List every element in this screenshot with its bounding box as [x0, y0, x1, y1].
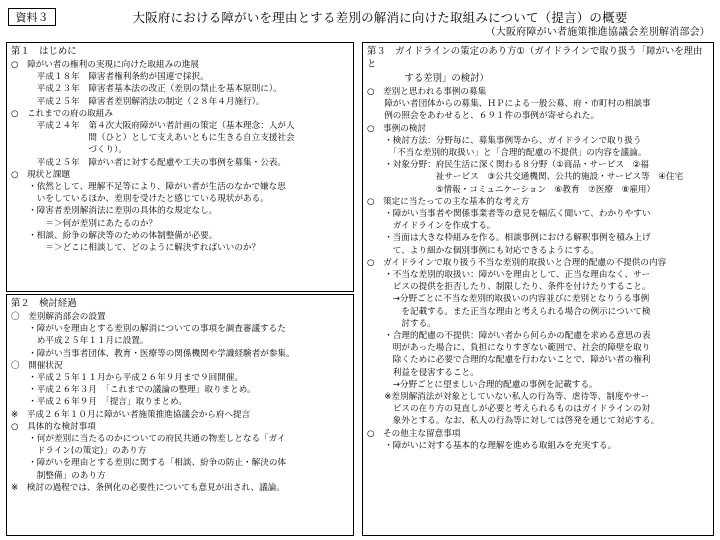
text-line: ・対象分野：府民生活に深く関わる８分野（①商品・サービス ②福 [367, 160, 649, 171]
section-review-process [6, 294, 354, 536]
section-body [367, 86, 709, 452]
text-line: 例の照会をあわせると、６９１件の事例が寄せられた。 [367, 111, 600, 122]
text-line: いをしているほか、差別を受けたと感じている現状がある。 [11, 194, 269, 205]
text-line: ○ これまでの府の取組み [11, 108, 114, 119]
text-line: →分野ごとに望ましい合理的配慮の事例を記載する。 [367, 379, 598, 390]
text-line: ・障害者差別解消法に差別の具体的な規定なし。 [11, 206, 218, 217]
text-line: ・検討方法：分野毎に、募集事例等から、ガイドラインで取り扱う [367, 135, 642, 146]
text-line: ※差別解消法が対象としていない私人の行為等、虐待等、制度やサー [367, 392, 650, 403]
text-line: ビスの提供を拒否したり、制限したり、条件を付けたりすること。 [367, 282, 651, 293]
text-line: 除くために必要で合理的な配慮を行わないことで、障がい者の権利 [367, 355, 651, 366]
text-line: ドライン(の策定)」のあり方 [11, 446, 147, 457]
text-line: 明があった場合に、負担になりすぎない範囲で、社会的障壁を取り [367, 343, 651, 354]
text-line: ○ 差別と思われる事例の募集 [367, 87, 487, 97]
section-heading: 第１ はじめに [11, 46, 77, 57]
text-line: ・平成２５年１１月から平成２６年９月まで９回開催。 [11, 373, 244, 384]
page-title: 大阪府における障がいを理由とする差別の解消に向けた取組みについて（提言）の概要 [132, 10, 628, 25]
section-heading: 第３ ガイドラインの策定のあり方①（ガイドラインで取り扱う「障がいを理由と [367, 46, 703, 70]
text-line: ・障がいを理由とする差別に関する「相談、紛争の防止・解決の体 [11, 458, 287, 469]
text-line: ・相談、紛争の解決等のための体制整備が必要。 [11, 230, 218, 241]
text-line: 「不当な差別的取扱い」と「合理的配慮の不提供」の内容を議論。 [367, 148, 647, 159]
text-line: 〇 開催状況 [11, 360, 63, 371]
text-line: ・不当な差別的取扱い：障がいを理由として、正当な理由なく、サー [367, 270, 651, 281]
text-line: て、より細かな個別事例にも対応できるようにする。 [367, 245, 599, 256]
section-body [11, 311, 349, 494]
page-subtitle: （大阪府障がい者施策推進協議会差別解消部会） [485, 27, 710, 38]
text-line: 制整備」のあり方 [11, 470, 106, 481]
text-line: →分野ごとに不当な差別的取扱いの内容並びに差別となりうる事例 [367, 294, 650, 305]
text-line: ・平成２６年３月 「これまでの議論の整理」取りまとめ。 [11, 385, 256, 396]
text-line: ガイドラインを作成する。 [367, 221, 496, 232]
text-line: 〇 差別解消部会の設置 [11, 312, 106, 322]
text-line: ○ 具体的な検討事項 [11, 421, 96, 432]
text-line: ○ 現状と課題 [11, 169, 71, 180]
text-line: ○ 事例の検討 [367, 123, 427, 134]
text-line: ビスの在り方の見直しが必要と考えられるものはガイドラインの対 [367, 404, 651, 415]
text-line: ・障がい当事者団体、教育・医療等の関係機関や学識経験者が参集。 [11, 348, 295, 359]
text-line: 平成２５年 障がい者に対する配慮や工夫の事例を募集・公表。 [11, 157, 287, 168]
section-introduction [6, 42, 354, 292]
section-heading: 第２ 検討経過 [11, 298, 77, 309]
text-line: を記載する。また正当な理由と考えられる場合の例示について検 [367, 306, 651, 317]
section-heading-continued: する差別」の検討） [367, 73, 489, 84]
text-line: ※ 平成２６年１０月に障がい者施策推進協議会から府へ提言 [11, 409, 251, 420]
text-line: ・障がいを理由とする差別の解消についての事項を調査審議するた [11, 324, 286, 335]
text-line: 利益を侵害すること。 [367, 367, 479, 378]
section-guideline-policy [362, 42, 714, 536]
text-line: ○ ガイドラインで取り扱う不当な差別的取扱いと合理的配慮の不提供の内容 [367, 257, 667, 268]
text-line: 平成２４年 第４次大阪府障がい者計画の策定（基本理念：人が人 [11, 121, 295, 132]
text-line: 討する。 [367, 318, 436, 329]
text-line: 平成２３年 障害者基本法の改正（差別の禁止を基本原則に）。 [11, 84, 282, 95]
text-line: ・合理的配慮の不提供：障がい者から何らかの配慮を求める意思の表 [367, 331, 651, 342]
text-line: ・依然として、理解不足等により、障がい者が生活のなかで嫌な思 [11, 182, 286, 193]
text-line: ○ 策定に当たっての主な基本的な考え方 [367, 196, 530, 207]
text-line: 障がい者団体からの募集、ＨＰによる一般公募、府・市町村の相談事 [367, 99, 651, 110]
text-line: 平成１８年 障害者権利条約が国連で採択。 [11, 72, 209, 83]
text-line: 象外とする。なお、私人の行為等に対しては啓発を通じて対応する。 [367, 416, 660, 427]
text-line: ⑤情報・コミュニケーション ⑥教育 ⑦医療 ⑧雇用） [367, 184, 656, 195]
text-line: め平成２５年１１月に設置。 [11, 336, 149, 347]
text-line: づくり）。 [11, 145, 128, 156]
text-line: 間（ひと）として支えあいともに生きる自立支援社会 [11, 133, 295, 144]
text-line: ・障がい当事者や関係事業者等の意見を幅広く聞いて、わかりやすい [367, 209, 651, 220]
text-line: ○ 障がい者の権利の実現に向けた取組みの進展 [11, 60, 199, 70]
section-body [11, 59, 349, 254]
text-line: ・平成２６年９月 「提言」取りまとめ。 [11, 397, 187, 408]
document-badge: 資料３ [8, 8, 56, 26]
text-line: ＝＞どこに相談して、どのように解決すればいいのか？ [11, 243, 261, 254]
text-line: ○ その他主な留意事項 [367, 428, 461, 439]
text-line: ・何が差別に当たるのかについての府民共通の物差しとなる「ガイ [11, 434, 286, 445]
text-line: 祉サービス ③公共交通機関、公共的施設・サービス等 ④住宅 [367, 172, 684, 183]
text-line: ＝＞何が差別にあたるのか？ [11, 218, 158, 229]
text-line: 平成２５年 障害者差別解消法の制定（２８年４月施行）。 [11, 96, 265, 107]
text-line: ・当面は大きな枠組みを作る。相談事例における解釈事例を積み上げ [367, 233, 651, 244]
text-line: ・障がいに対する基本的な理解を進める取組みを充実する。 [367, 440, 617, 451]
text-line: ※ 検討の過程では、条例化の必要性についても意見が出され、議論。 [11, 482, 285, 493]
